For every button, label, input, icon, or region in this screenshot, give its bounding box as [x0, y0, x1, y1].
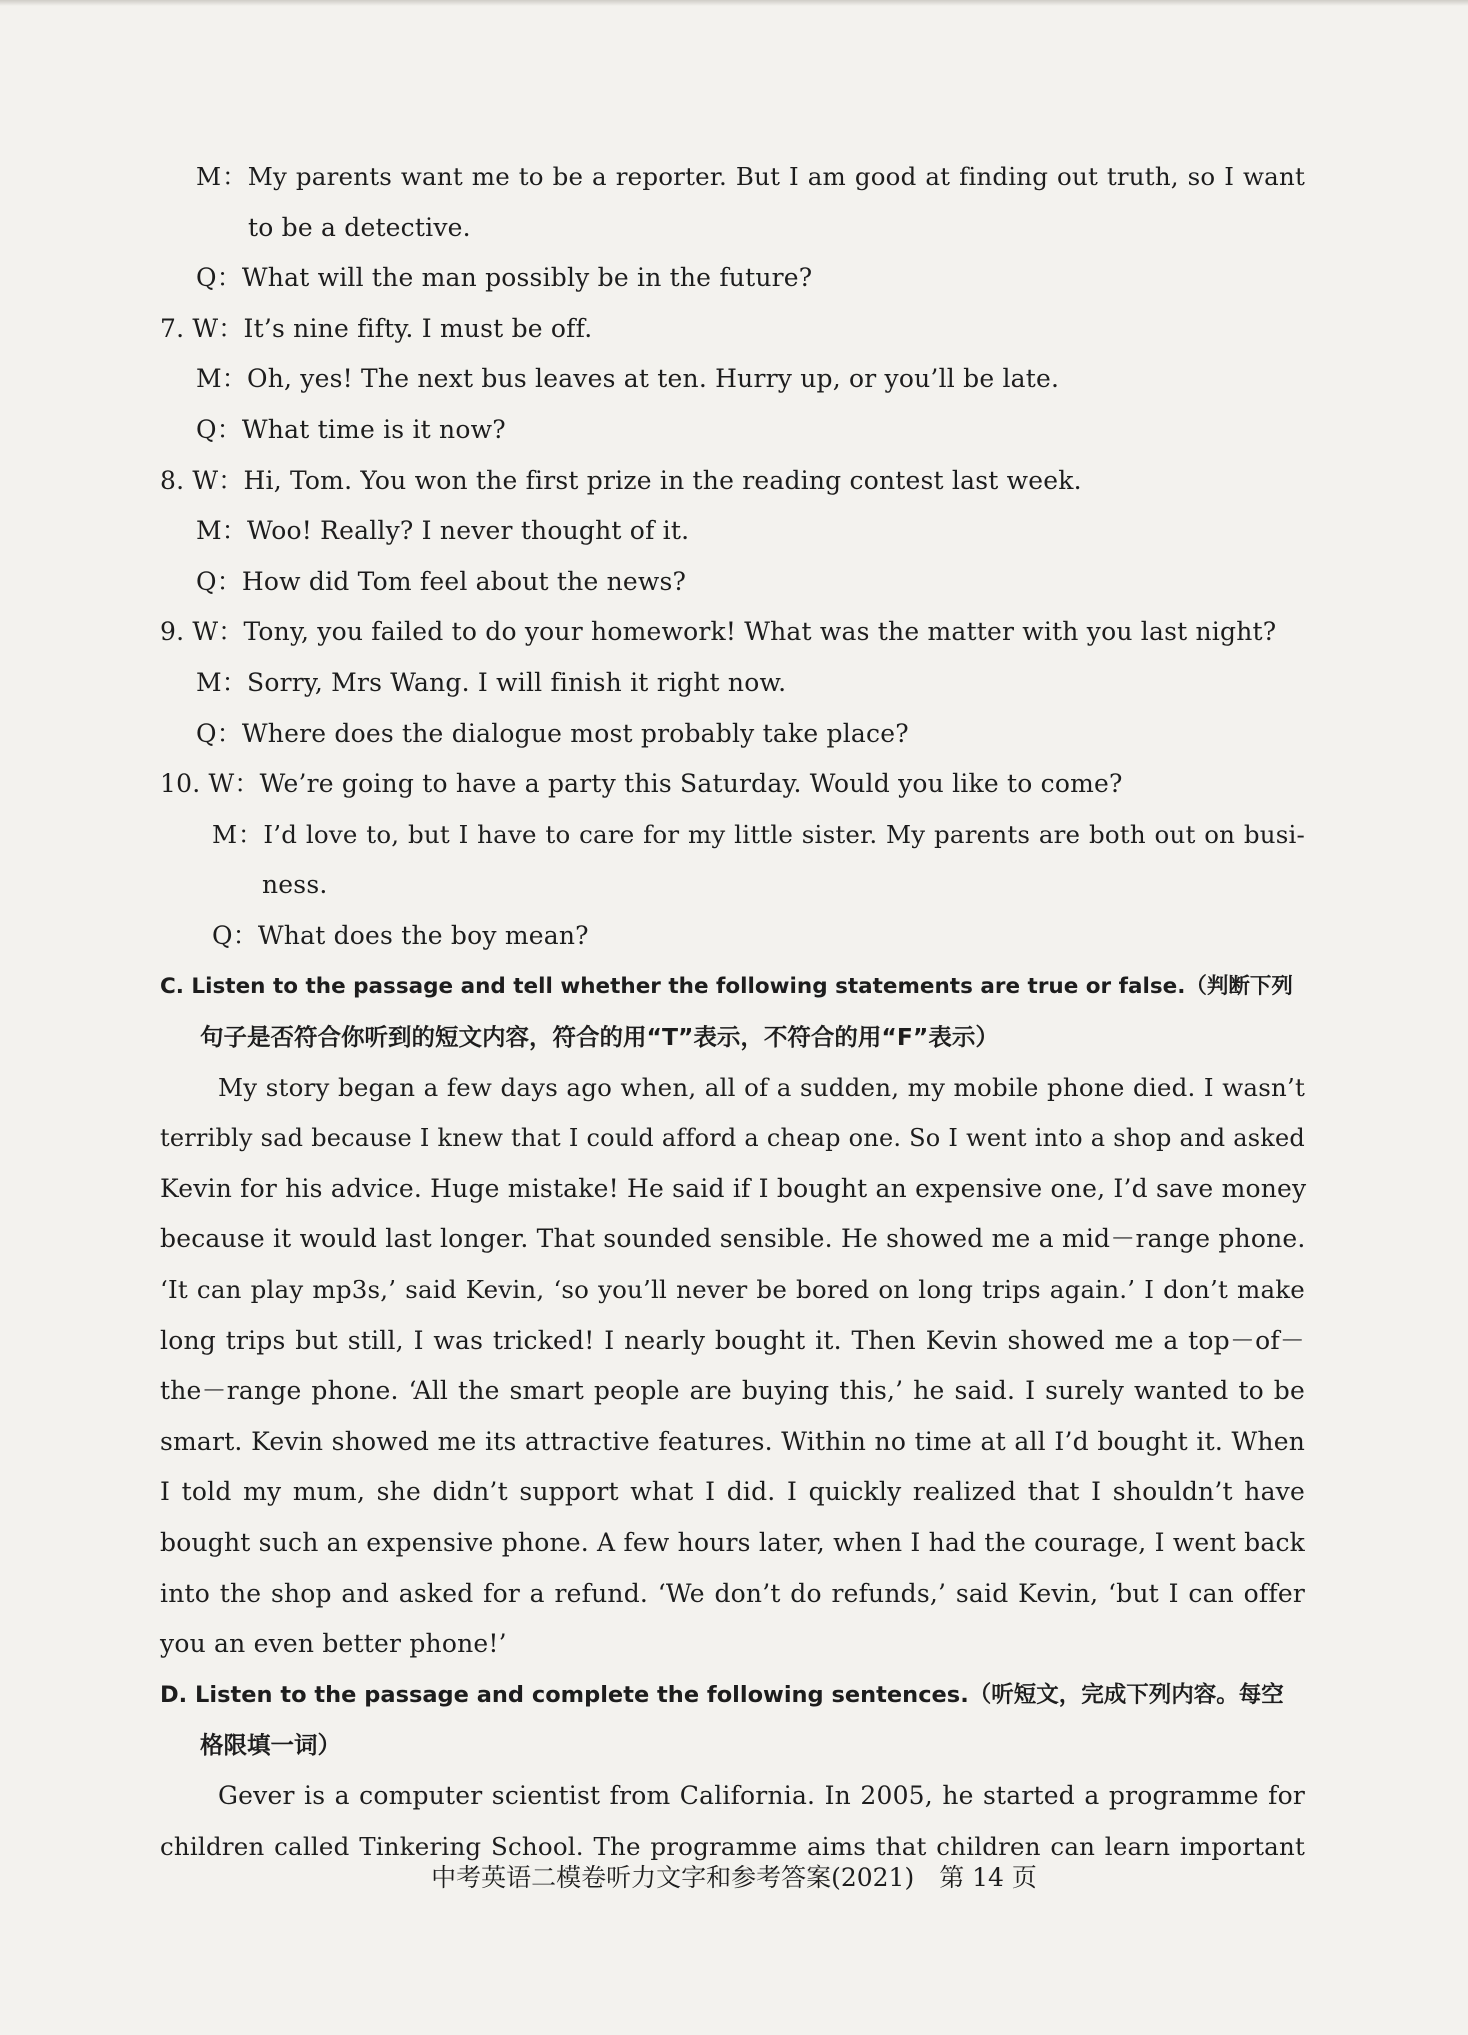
dialogue-7-man: M：Oh, yes! The next bus leaves at ten. Hurry up, or you’ll be late. [196, 364, 1060, 394]
dialogue-10-man-line-2: ness. [262, 870, 328, 900]
section-c-title-line-2: 句子是否符合你听到的短文内容，符合的用“T”表示，不符合的用“F”表示） [200, 1023, 999, 1052]
section-c-passage-line: you an even better phone!’ [160, 1629, 507, 1659]
section-d-passage-line: children called Tinkering School. The programme aims that children can learn important [160, 1831, 1305, 1861]
section-c-passage-line: terribly sad because I knew that I could afford a cheap one. So I went into a shop and asked [160, 1124, 1305, 1153]
section-c-passage-line: long trips but still, I was tricked! I nearly bought it. Then Kevin showed me a top－of－ [160, 1325, 1305, 1355]
dialogue-10-woman: 10. W：We’re going to have a party this Saturday. Would you like to come? [160, 769, 1123, 799]
dialogue-8-question: Q：How did Tom feel about the news? [196, 566, 687, 596]
dialogue-8-man: M：Woo! Really? I never thought of it. [196, 516, 690, 546]
dialogue-10-question: Q：What does the boy mean? [212, 920, 589, 950]
section-c-title-line-1: C. Listen to the passage and tell whether the following statements are true or false.（判断下列 [160, 973, 1293, 999]
section-c-passage-line: I told my mum, she didn’t support what I did. I quickly realized that I shouldn’t have [160, 1477, 1305, 1507]
section-c-passage-line: ‘It can play mp3s,’ said Kevin, ‘so you’ll never be bored on long trips again.’ I don’t make [160, 1275, 1305, 1305]
page-top-edge [0, 0, 1468, 6]
dialogue-6-man-line-1: M：My parents want me to be a reporter. But I am good at finding out truth, so I want [196, 162, 1305, 191]
page-footer: 中考英语二模卷听力文字和参考答案(2021) 第 14 页 [431, 1863, 1037, 1892]
dialogue-10-man-line-1: M：I’d love to, but I have to care for my little sister. My parents are both out on busi- [212, 819, 1305, 849]
section-c-passage-line: Kevin for his advice. Huge mistake! He said if I bought an expensive one, I’d save money [160, 1173, 1307, 1203]
dialogue-6-man-line-2: to be a detective. [248, 212, 471, 242]
section-c-passage-line: into the shop and asked for a refund. ‘We don’t do refunds,’ said Kevin, ‘but I can offer [160, 1578, 1305, 1608]
section-d-title-line-2: 格限填一词） [200, 1731, 341, 1760]
dialogue-9-woman: 9. W：Tony, you failed to do your homework! What was the matter with you last night? [160, 617, 1277, 647]
section-d-passage-line: Gever is a computer scientist from California. In 2005, he started a programme for [218, 1781, 1305, 1810]
page-content [160, 152, 1305, 1872]
section-c-passage-line: the－range phone. ‘All the smart people are buying this,’ he said. I surely wanted to be [160, 1376, 1305, 1406]
section-c-passage-line: because it would last longer. That sounded sensible. He showed me a mid－range phone. [160, 1224, 1306, 1254]
section-c-passage-line: bought such an expensive phone. A few hours later, when I had the courage, I went back [160, 1528, 1305, 1558]
dialogue-6-question: Q：What will the man possibly be in the future? [196, 263, 813, 293]
dialogue-7-woman: 7. W：It’s nine fifty. I must be off. [160, 313, 593, 343]
dialogue-9-man: M：Sorry, Mrs Wang. I will finish it right now. [196, 667, 787, 697]
dialogue-7-question: Q：What time is it now? [196, 414, 506, 444]
section-c-passage-line: My story began a few days ago when, all of a sudden, my mobile phone died. I wasn’t [218, 1072, 1305, 1102]
section-c-passage-line: smart. Kevin showed me its attractive features. Within no time at all I’d bought it. When [160, 1426, 1305, 1456]
dialogue-9-question: Q：Where does the dialogue most probably take place? [196, 718, 909, 748]
dialogue-8-woman: 8. W：Hi, Tom. You won the first prize in the reading contest last week. [160, 465, 1082, 495]
section-d-title-line-1: D. Listen to the passage and complete the following sentences.（听短文，完成下列内容。每空 [160, 1681, 1284, 1708]
